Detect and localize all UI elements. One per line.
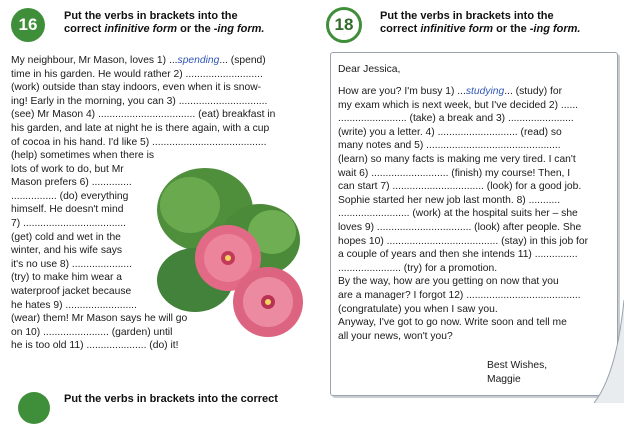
text-line: (wear) them! Mr Mason says he will go	[11, 313, 188, 324]
text-line: wait 6) ........................... (finish) my course! Then, I	[338, 167, 571, 179]
text-line: of cocoa in his hand. I'd like 5) ........................................	[11, 136, 267, 148]
letter-greeting: Dear Jessica,	[338, 64, 401, 75]
flower-illustration	[150, 160, 310, 350]
text-line: (get) cold and wet in the	[11, 231, 121, 243]
exercise-number-badge: 18	[326, 7, 362, 43]
text-line: ................ (do) everything	[11, 190, 129, 202]
text-line: it's no use 8) .....................	[11, 258, 132, 270]
exercise-instruction: Put the verbs in brackets into the correct infinitive form or the -ing form.	[64, 10, 265, 35]
example-answer: studying	[465, 86, 505, 97]
text-line: How are you? I'm busy 1) ...studying... (study) for	[338, 86, 563, 97]
exercise-text-wrapped	[11, 149, 161, 312]
text-line: himself. He doesn't mind	[11, 204, 124, 216]
text-line: (write) you a letter. 4) ............................ (read) so	[338, 126, 562, 138]
text-line: he hates 9) .........................	[11, 299, 137, 311]
text-line: Mason prefers 6) ..............	[11, 177, 132, 189]
text-line: (learn) so many facts is making me very tired. I can't	[338, 153, 576, 165]
letter-signoff: Best Wishes,	[487, 360, 548, 371]
text-line: time in his garden. He would rather 2) ...........................	[11, 68, 263, 80]
text-line: lots of work to do, but Mr	[11, 163, 124, 175]
text-line: winter, and his wife says	[11, 245, 123, 257]
text-line: 7) ....................................	[11, 217, 127, 229]
text-line: Sophie started her new job last month. 8) ...........	[338, 194, 561, 206]
text-line: By the way, how are you getting on now that you	[338, 276, 559, 288]
text-line: he is too old 11) ..................... (do) it!	[11, 340, 179, 352]
text-line: can start 7) ................................ (look) for a good job.	[338, 181, 582, 193]
text-line: many notes and 5) ...............................................	[338, 140, 561, 152]
exercise-number-badge: 16	[11, 8, 45, 42]
text-line: waterproof jacket because	[11, 285, 132, 297]
text-line: loves 9) ................................. (look) after people. She	[338, 221, 582, 233]
letter-body	[338, 85, 610, 343]
text-line: (try) to make him wear a	[11, 272, 123, 284]
text-line: hopes 10) ....................................... (stay) in this job for	[338, 235, 589, 247]
exercise-text-full	[11, 54, 307, 149]
exercise-16	[0, 0, 312, 403]
text-line: a couple of years and then she intends 11) ...............	[338, 249, 578, 261]
text-line: are a manager? I forgot 12) ........................................	[338, 289, 581, 301]
text-line: my exam which is next week, but I've decided 2) ......	[338, 99, 579, 111]
letter-card	[330, 52, 618, 396]
text-line: (work) outside than stay indoors, even when it is snow-	[11, 82, 262, 94]
text-line: his garden, and late at night he is there again, with a cup	[11, 122, 270, 134]
text-line: Anyway, I've got to go now. Write soon and tell me	[338, 317, 567, 329]
next-exercise-instruction: Put the verbs in brackets into the correct	[64, 393, 278, 405]
text-line: on 10) ....................... (garden) until	[11, 326, 173, 338]
text-line: ......................... (work) at the hospital suits her – she	[338, 208, 578, 220]
text-line: My neighbour, Mr Mason, loves 1) ...spending... (spend)	[11, 55, 266, 66]
page-curl	[594, 300, 624, 403]
text-line: (see) Mr Mason 4) .................................. (eat) breakfast in	[11, 109, 276, 121]
example-answer: spending	[177, 55, 220, 66]
text-line: ...................... (try) for a promotion.	[338, 262, 498, 274]
text-line: ing! Early in the morning, you can 3) ...............................	[11, 95, 268, 107]
text-line: ........................ (take) a break and 3) .......................	[338, 113, 574, 125]
text-line: (congratulate) you when I saw you.	[338, 303, 498, 315]
text-line: (help) sometimes when there is	[11, 150, 155, 161]
letter-signature: Maggie	[487, 374, 521, 385]
exercise-instruction: Put the verbs in brackets into the correct infinitive form or the -ing form.	[380, 10, 581, 35]
next-exercise-badge	[18, 392, 50, 424]
text-line: all your news, won't you?	[338, 330, 453, 342]
